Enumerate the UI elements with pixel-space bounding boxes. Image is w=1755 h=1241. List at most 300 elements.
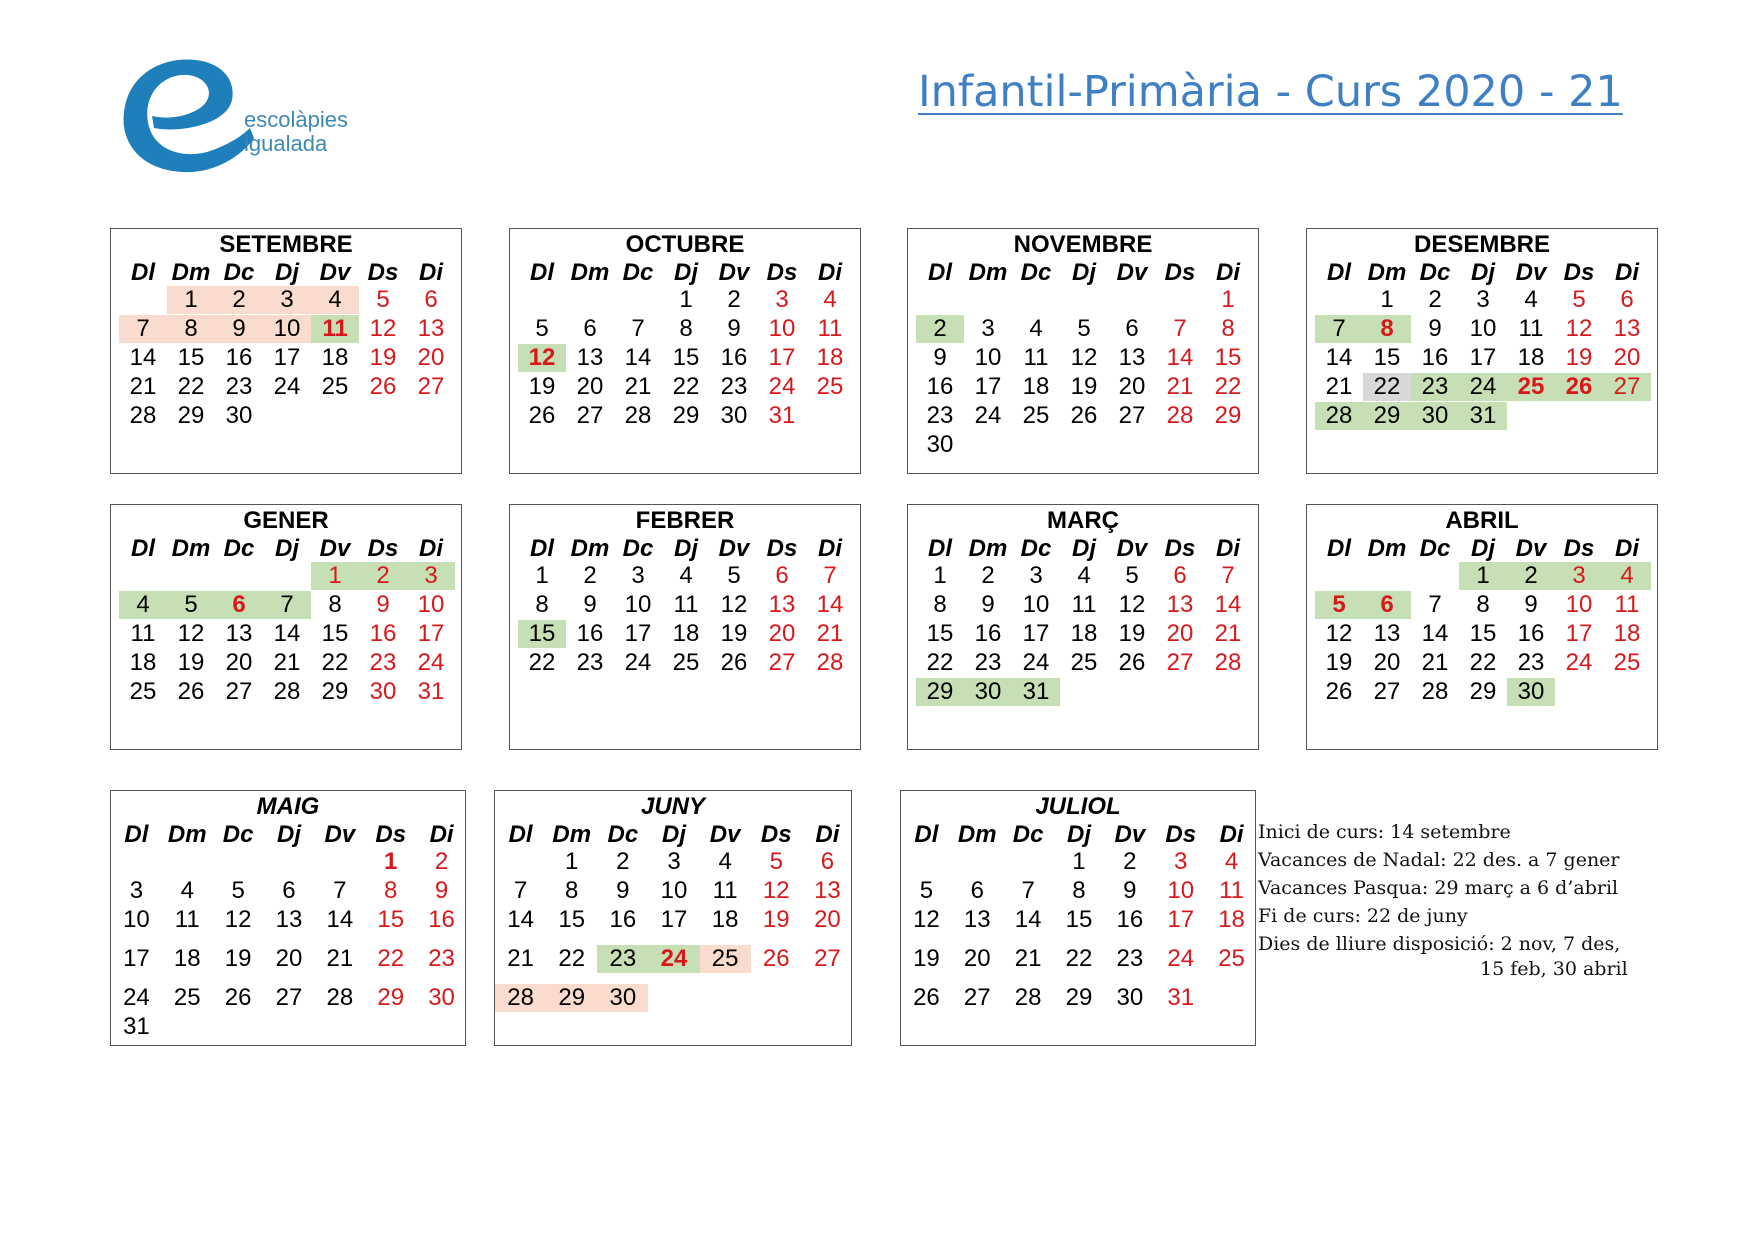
calendar-day: 11 (1614, 591, 1640, 618)
calendar-day: 2 (1123, 848, 1137, 875)
calendar-day: 10 (123, 906, 150, 933)
calendar-day: 28 (1315, 402, 1363, 430)
weekday-header: Ds (766, 259, 798, 286)
calendar-day: 21 (1325, 373, 1353, 400)
calendar-day: 28 (1014, 984, 1042, 1011)
calendar-day: 19 (369, 344, 397, 371)
calendar-day: 23 (369, 649, 397, 676)
weekday-header: Dv (718, 535, 750, 562)
calendar-day: 22 (377, 945, 405, 972)
calendar-day: 13 (1613, 315, 1641, 342)
calendar-day: 9 (1524, 591, 1538, 618)
calendar-day: 16 (720, 344, 748, 371)
weekday-header: Di (1216, 259, 1240, 286)
calendar-day: 29 (1469, 678, 1497, 705)
calendar-day: 17 (974, 373, 1002, 400)
calendar-day: 31 (1167, 984, 1195, 1011)
calendar-day: 9 (616, 877, 630, 904)
calendar-day: 5 (1572, 286, 1586, 313)
calendar-day: 16 (1116, 906, 1144, 933)
calendar-day: 4 (1224, 848, 1239, 875)
calendar-day: 10 (660, 877, 688, 904)
calendar-day: 16 (609, 906, 637, 933)
calendar-day: 3 (1555, 562, 1603, 590)
calendar-day: 24 (273, 373, 301, 400)
weekday-header: Dm (968, 259, 1008, 286)
calendar-day: 5 (769, 848, 783, 875)
calendar-day: 6 (1125, 315, 1139, 342)
course-notes (1258, 818, 1678, 983)
month-setembre (110, 228, 462, 474)
calendar-day: 6 (820, 848, 835, 875)
calendar-day: 13 (1373, 620, 1401, 647)
calendar-day: 25 (1613, 649, 1641, 676)
weekday-header: Dv (319, 259, 351, 286)
calendar-day: 13 (1118, 344, 1146, 371)
weekday-header: Di (1615, 535, 1639, 562)
calendar-day: 19 (1565, 344, 1593, 371)
calendar-day: 9 (583, 591, 597, 618)
calendar-day: 23 (1116, 945, 1144, 972)
calendar-day: 12 (369, 315, 397, 342)
calendar-day: 5 (1125, 562, 1139, 589)
weekday-header: Dj (1471, 535, 1495, 562)
calendar-day: 14 (507, 906, 534, 933)
calendar-day: 23 (225, 373, 253, 400)
calendar-day: 26 (720, 649, 748, 676)
calendar-day: 21 (1166, 373, 1194, 400)
calendar-day: 2 (1428, 286, 1442, 313)
calendar-day: 6 (1173, 562, 1187, 589)
calendar-day: 12 (762, 877, 790, 904)
calendar-day: 27 (275, 984, 303, 1011)
calendar-day: 28 (1166, 402, 1194, 429)
calendar-day: 11 (1219, 877, 1245, 904)
calendar-day: 2 (583, 562, 597, 589)
weekday-header: Dv (1114, 821, 1146, 848)
calendar-day: 28 (624, 402, 652, 429)
calendar-day: 22 (177, 373, 205, 400)
weekday-header: Dc (607, 821, 639, 848)
calendar-day: 3 (1029, 562, 1043, 589)
calendar-day: 30 (926, 431, 954, 458)
calendar-day: 9 (1123, 877, 1137, 904)
calendar-day: 6 (1363, 591, 1411, 619)
calendar-day: 27 (417, 373, 445, 400)
calendar-day: 21 (816, 620, 844, 647)
calendar-day: 25 (1507, 373, 1555, 401)
weekday-header: Dl (131, 535, 155, 562)
weekday-header: Dc (622, 535, 654, 562)
weekday-header: Dv (324, 821, 356, 848)
weekday-header: Dm (570, 259, 610, 286)
calendar-day: 11 (174, 906, 200, 933)
calendar-day: 15 (1373, 344, 1401, 371)
calendar-day: 15 (558, 906, 586, 933)
weekday-header: Dm (171, 535, 211, 562)
calendar-day: 16 (926, 373, 954, 400)
calendar-day: 7 (263, 591, 311, 619)
calendar-day: 8 (679, 315, 693, 342)
calendar-day: 26 (762, 945, 790, 972)
weekday-header: Dc (1419, 535, 1451, 562)
calendar-day: 15 (1065, 906, 1093, 933)
logo-line-1: escolàpies (244, 107, 348, 132)
calendar-day: 5 (376, 286, 390, 313)
calendar-day: 4 (1029, 315, 1043, 342)
month-name: FEBRER (635, 507, 735, 534)
calendar-day: 6 (1620, 286, 1634, 313)
calendar-day: 20 (1373, 649, 1401, 676)
calendar-day: 3 (129, 877, 144, 904)
calendar-day: 14 (1014, 906, 1042, 933)
calendar-day: 7 (823, 562, 837, 589)
calendar-day: 20 (417, 344, 445, 371)
calendar-day: 15 (672, 344, 700, 371)
calendar-day: 14 (129, 344, 157, 371)
calendar-day: 2 (981, 562, 995, 589)
month-name: MAIG (256, 793, 320, 820)
calendar-day: 26 (1555, 373, 1603, 401)
note-start: Inici de curs: 14 setembre (1258, 821, 1511, 843)
calendar-day: 21 (326, 945, 354, 972)
calendar-day: 5 (167, 591, 215, 619)
calendar-day: 20 (1166, 620, 1194, 647)
calendar-day: 28 (326, 984, 354, 1011)
calendar-day: 7 (1315, 315, 1363, 343)
calendar-day: 18 (1613, 620, 1641, 647)
calendar-day: 4 (1524, 286, 1538, 313)
calendar-day: 1 (933, 562, 947, 589)
weekday-header: Dc (1020, 535, 1052, 562)
calendar-day: 31 (417, 678, 445, 705)
calendar-day: 12 (518, 344, 566, 372)
calendar-day: 8 (328, 591, 342, 618)
calendar-day: 28 (273, 678, 301, 705)
month-juny (494, 790, 852, 1046)
calendar-day: 3 (1476, 286, 1490, 313)
calendar-day: 1 (679, 286, 693, 313)
calendar-day: 22 (528, 649, 556, 676)
calendar-day: 23 (974, 649, 1002, 676)
calendar-day: 18 (711, 906, 739, 933)
month-desembre (1306, 228, 1658, 474)
weekday-header: Ds (375, 821, 407, 848)
calendar-day: 18 (1070, 620, 1098, 647)
month-febrer (509, 504, 861, 750)
calendar-day: 26 (1325, 678, 1353, 705)
calendar-day: 29 (546, 984, 597, 1012)
calendar-day: 26 (913, 984, 940, 1011)
calendar-day: 12 (1325, 620, 1353, 647)
calendar-day: 15 (926, 620, 954, 647)
calendar-day: 5 (1077, 315, 1091, 342)
calendar-day: 3 (667, 848, 681, 875)
calendar-day: 15 (518, 620, 566, 648)
calendar-day: 27 (814, 945, 841, 972)
calendar-day: 5 (231, 877, 245, 904)
calendar-day: 24 (1459, 373, 1507, 401)
calendar-day: 21 (1014, 945, 1042, 972)
month-octubre (509, 228, 861, 474)
weekday-header: Dj (275, 535, 299, 562)
weekday-header: Dm (957, 821, 997, 848)
calendar-day: 20 (814, 906, 841, 933)
calendar-day: 11 (673, 591, 699, 618)
calendar-day: 22 (1469, 649, 1497, 676)
weekday-header: Dv (319, 535, 351, 562)
calendar-day: 8 (1221, 315, 1235, 342)
calendar-day: 2 (1507, 562, 1555, 590)
calendar-day: 9 (727, 315, 741, 342)
calendar-day: 21 (1421, 649, 1449, 676)
weekday-header: Dm (968, 535, 1008, 562)
weekday-header: Dj (276, 821, 301, 848)
calendar-day: 24 (624, 649, 652, 676)
calendar-day: 31 (1012, 678, 1060, 706)
calendar-day: 6 (775, 562, 789, 589)
calendar-day: 16 (576, 620, 604, 647)
calendar-day: 16 (369, 620, 397, 647)
calendar-day: 5 (727, 562, 741, 589)
calendar-day: 8 (1072, 877, 1086, 904)
calendar-day: 27 (1603, 373, 1651, 401)
calendar-day: 11 (1023, 344, 1049, 371)
calendar-day: 26 (177, 678, 205, 705)
calendar-day: 12 (1565, 315, 1593, 342)
calendar-day: 26 (369, 373, 397, 400)
calendar-day: 28 (1214, 649, 1242, 676)
calendar-day: 8 (384, 877, 398, 904)
calendar-day: 23 (576, 649, 604, 676)
calendar-day: 30 (369, 678, 397, 705)
calendar-day: 3 (631, 562, 645, 589)
calendar-day: 1 (311, 562, 359, 590)
calendar-day: 11 (1518, 315, 1544, 342)
calendar-day: 17 (1469, 344, 1497, 371)
calendar-day: 24 (974, 402, 1002, 429)
weekday-header: Di (429, 821, 454, 848)
weekday-header: Dl (1327, 259, 1351, 286)
calendar-day: 18 (173, 945, 201, 972)
calendar-day: 18 (129, 649, 157, 676)
weekday-header: Ds (766, 535, 798, 562)
calendar-day: 31 (123, 1013, 150, 1040)
calendar-day: 8 (167, 315, 215, 343)
calendar-day: 24 (648, 945, 699, 973)
month-name: DESEMBRE (1413, 231, 1551, 258)
calendar-day: 10 (1565, 591, 1593, 618)
calendar-day: 22 (321, 649, 349, 676)
weekday-header: Di (1615, 259, 1639, 286)
calendar-day: 10 (1167, 877, 1195, 904)
weekday-header: Dm (167, 821, 207, 848)
calendar-day: 13 (417, 315, 445, 342)
calendar-day: 17 (1022, 620, 1050, 647)
weekday-header: Di (818, 535, 842, 562)
weekday-header: Dj (1471, 259, 1495, 286)
calendar-day: 13 (1166, 591, 1194, 618)
calendar-day: 13 (225, 620, 253, 647)
weekday-header: Dm (570, 535, 610, 562)
calendar-day: 20 (1613, 344, 1641, 371)
calendar-day: 3 (1174, 848, 1188, 875)
calendar-day: 13 (963, 906, 991, 933)
calendar-day: 3 (407, 562, 455, 590)
calendar-day: 1 (1380, 286, 1394, 313)
weekday-header: Dv (718, 259, 750, 286)
weekday-header: Dl (1327, 535, 1351, 562)
calendar-day: 20 (963, 945, 991, 972)
calendar-day: 15 (177, 344, 205, 371)
calendar-day: 25 (1022, 402, 1050, 429)
calendar-day: 1 (1459, 562, 1507, 590)
month-name: OCTUBRE (625, 231, 745, 258)
calendar-day: 10 (263, 315, 311, 343)
calendar-day: 10 (1469, 315, 1497, 342)
calendar-day: 9 (981, 591, 995, 618)
calendar-day: 2 (215, 286, 263, 314)
calendar-day: 5 (1315, 591, 1363, 619)
calendar-day: 11 (130, 620, 156, 647)
calendar-day: 24 (123, 984, 150, 1011)
calendar-day: 29 (672, 402, 700, 429)
month-gener (110, 504, 462, 750)
note-free-days-cont: 15 feb, 30 abril (1480, 958, 1628, 980)
calendar-day: 7 (333, 877, 347, 904)
calendar-day: 18 (1517, 344, 1545, 371)
calendar-day: 5 (919, 877, 934, 904)
calendar-day: 22 (1214, 373, 1242, 400)
calendar-day: 11 (817, 315, 843, 342)
calendar-day: 21 (1214, 620, 1242, 647)
calendar-day: 4 (180, 877, 194, 904)
weekday-header: Di (1216, 535, 1240, 562)
calendar-day: 29 (377, 984, 405, 1011)
month-març (907, 504, 1259, 750)
weekday-header: Dj (1072, 259, 1096, 286)
calendar-day: 15 (377, 906, 405, 933)
calendar-day: 5 (535, 315, 549, 342)
calendar-day: 18 (816, 344, 844, 371)
calendar-day: 17 (660, 906, 688, 933)
calendar-day: 9 (215, 315, 263, 343)
calendar-day: 18 (1022, 373, 1050, 400)
page-title: Infantil-Primària - Curs 2020 - 21 (918, 67, 1623, 117)
calendar-day: 14 (1421, 620, 1449, 647)
calendar-day: 19 (528, 373, 556, 400)
weekday-header: Dj (674, 259, 698, 286)
month-novembre (907, 228, 1259, 474)
calendar-day: 27 (1118, 402, 1146, 429)
calendar-day: 7 (1173, 315, 1187, 342)
calendar-day: 27 (576, 402, 604, 429)
calendar-day: 15 (1469, 620, 1497, 647)
calendar-day: 25 (816, 373, 844, 400)
logo-text (244, 108, 348, 156)
calendar-day: 26 (1070, 402, 1098, 429)
calendar-day: 3 (981, 315, 995, 342)
weekday-header: Dm (171, 259, 211, 286)
calendar-day: 27 (963, 984, 991, 1011)
month-name: SETEMBRE (219, 231, 353, 258)
weekday-header: Dc (1419, 259, 1451, 286)
calendar-day: 30 (1116, 984, 1144, 1011)
calendar-day: 27 (225, 678, 253, 705)
month-maig (110, 790, 466, 1046)
note-free-days: Dies de lliure disposició: 2 nov, 7 des, (1258, 933, 1621, 955)
weekday-header: Dv (1515, 259, 1547, 286)
calendar-day: 1 (1221, 286, 1235, 313)
calendar-day: 19 (1118, 620, 1146, 647)
calendar-day: 14 (326, 906, 354, 933)
calendar-day: 1 (384, 848, 398, 875)
note-christmas: Vacances de Nadal: 22 des. a 7 gener (1258, 849, 1620, 871)
calendar-day: 11 (1071, 591, 1097, 618)
calendar-day: 18 (321, 344, 349, 371)
calendar-day: 11 (311, 315, 359, 343)
logo-e-shape (124, 59, 254, 172)
weekday-header: Dj (1066, 821, 1091, 848)
calendar-day: 29 (321, 678, 349, 705)
weekday-header: Ds (1563, 535, 1595, 562)
calendar-day: 12 (1118, 591, 1146, 618)
logo-line-2: igualada (244, 131, 328, 156)
calendar-day: 23 (597, 945, 648, 973)
calendar-day: 10 (974, 344, 1002, 371)
calendar-day: 23 (1411, 373, 1459, 401)
calendar-day: 19 (224, 945, 252, 972)
calendar-day: 19 (913, 945, 940, 972)
calendar-day: 30 (1507, 678, 1555, 706)
calendar-day: 13 (576, 344, 604, 371)
calendar-day: 10 (1022, 591, 1050, 618)
weekday-header: Dj (275, 259, 299, 286)
weekday-header: Di (818, 259, 842, 286)
calendar-day: 19 (720, 620, 748, 647)
calendar-day: 22 (926, 649, 954, 676)
weekday-header: Dm (1367, 259, 1407, 286)
calendar-day: 30 (225, 402, 253, 429)
calendar-day: 26 (1118, 649, 1146, 676)
calendar-day: 29 (1214, 402, 1242, 429)
calendar-day: 26 (528, 402, 556, 429)
calendar-day: 24 (417, 649, 445, 676)
weekday-header: Dj (661, 821, 686, 848)
calendar-day: 6 (282, 877, 296, 904)
calendar-day: 8 (535, 591, 549, 618)
calendar-day: 27 (1166, 649, 1194, 676)
calendar-day: 20 (225, 649, 253, 676)
note-easter: Vacances Pasqua: 29 març a 6 d’abril (1258, 877, 1619, 899)
calendar-day: 1 (565, 848, 579, 875)
calendar-day: 30 (597, 984, 648, 1012)
calendar-day: 12 (1070, 344, 1098, 371)
calendar-day: 16 (428, 906, 455, 933)
calendar-day: 30 (428, 984, 455, 1011)
calendar-day: 24 (1022, 649, 1050, 676)
calendar-day: 23 (720, 373, 748, 400)
calendar-day: 21 (273, 649, 301, 676)
weekday-header: Dc (622, 259, 654, 286)
calendar-day: 24 (1565, 649, 1593, 676)
weekday-header: Dl (530, 259, 554, 286)
calendar-day: 28 (129, 402, 157, 429)
weekday-header: Di (419, 259, 443, 286)
calendar-day: 18 (672, 620, 700, 647)
calendar-day: 9 (434, 877, 449, 904)
weekday-header: Ds (1164, 535, 1196, 562)
